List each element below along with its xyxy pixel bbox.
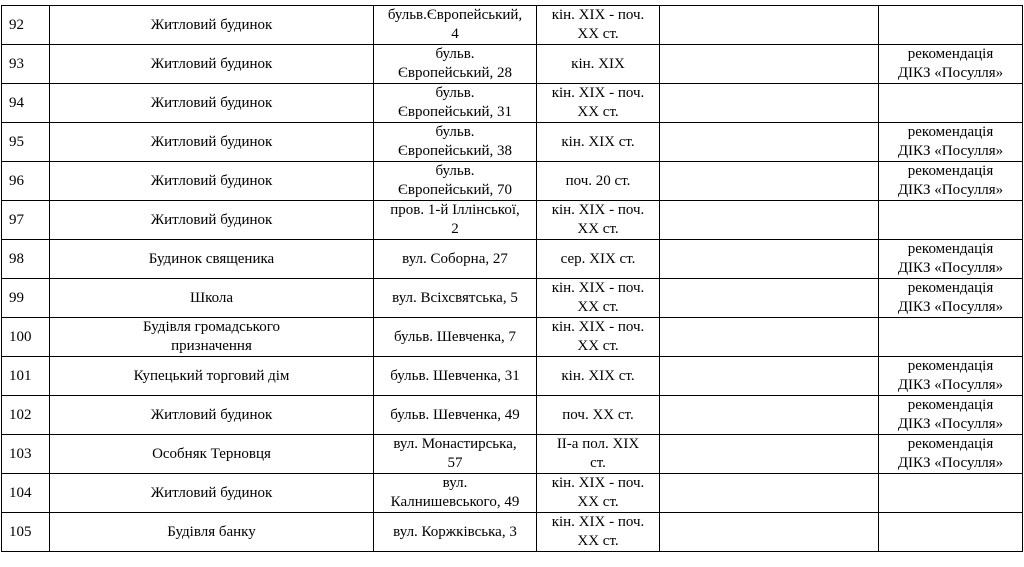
object-date: поч. 20 ст.	[537, 162, 660, 201]
empty-cell	[660, 45, 879, 84]
object-note	[879, 201, 1023, 240]
table-row	[2, 318, 1023, 357]
empty-cell	[660, 396, 879, 435]
row-number: 94	[2, 84, 50, 123]
table-row	[2, 396, 1023, 435]
object-type: Житловий будинок	[50, 123, 374, 162]
row-number: 100	[2, 318, 50, 357]
table-row	[2, 84, 1023, 123]
object-address: бульв.Європейський, 4	[374, 6, 537, 45]
empty-cell	[660, 357, 879, 396]
row-number: 92	[2, 6, 50, 45]
object-address: бульв. Європейський, 70	[374, 162, 537, 201]
object-type: Будівля банку	[50, 513, 374, 552]
table-row	[2, 240, 1023, 279]
object-note	[879, 513, 1023, 552]
object-date: кін. XIX - поч. XX ст.	[537, 279, 660, 318]
object-address: бульв. Шевченка, 31	[374, 357, 537, 396]
object-type: Школа	[50, 279, 374, 318]
object-date: кін. XIX - поч. XX ст.	[537, 513, 660, 552]
object-address: пров. 1-й Іллінської, 2	[374, 201, 537, 240]
table-row	[2, 357, 1023, 396]
row-number: 93	[2, 45, 50, 84]
empty-cell	[660, 162, 879, 201]
object-date: поч. XX ст.	[537, 396, 660, 435]
object-type: Купецький торговий дім	[50, 357, 374, 396]
object-type: Житловий будинок	[50, 474, 374, 513]
object-date: сер. XIX ст.	[537, 240, 660, 279]
empty-cell	[660, 84, 879, 123]
heritage-table	[1, 5, 1023, 552]
empty-cell	[660, 318, 879, 357]
object-note: рекомендація ДІКЗ «Посулля»	[879, 279, 1023, 318]
object-type: Житловий будинок	[50, 6, 374, 45]
object-date: кін. XIX - поч. XX ст.	[537, 474, 660, 513]
object-date: кін. XIX - поч. XX ст.	[537, 6, 660, 45]
row-number: 98	[2, 240, 50, 279]
object-note	[879, 84, 1023, 123]
object-date: кін. XIX	[537, 45, 660, 84]
empty-cell	[660, 6, 879, 45]
object-address: вул. Соборна, 27	[374, 240, 537, 279]
row-number: 105	[2, 513, 50, 552]
table-row	[2, 45, 1023, 84]
object-type: Житловий будинок	[50, 162, 374, 201]
object-note: рекомендація ДІКЗ «Посулля»	[879, 45, 1023, 84]
object-address: вул. Коржківська, 3	[374, 513, 537, 552]
empty-cell	[660, 513, 879, 552]
object-note: рекомендація ДІКЗ «Посулля»	[879, 162, 1023, 201]
object-date: кін. XIX - поч. XX ст.	[537, 318, 660, 357]
object-date: ІІ-а пол. XIX ст.	[537, 435, 660, 474]
row-number: 95	[2, 123, 50, 162]
object-address: бульв. Європейський, 31	[374, 84, 537, 123]
empty-cell	[660, 240, 879, 279]
object-note	[879, 474, 1023, 513]
object-type: Будинок священика	[50, 240, 374, 279]
object-type: Житловий будинок	[50, 201, 374, 240]
empty-cell	[660, 123, 879, 162]
object-note: рекомендація ДІКЗ «Посулля»	[879, 435, 1023, 474]
row-number: 104	[2, 474, 50, 513]
object-address: вул. Монастирська, 57	[374, 435, 537, 474]
empty-cell	[660, 201, 879, 240]
row-number: 103	[2, 435, 50, 474]
table-row	[2, 6, 1023, 45]
empty-cell	[660, 474, 879, 513]
object-date: кін. XIX ст.	[537, 357, 660, 396]
object-note: рекомендація ДІКЗ «Посулля»	[879, 396, 1023, 435]
row-number: 101	[2, 357, 50, 396]
object-type: Будівля громадського призначення	[50, 318, 374, 357]
row-number: 99	[2, 279, 50, 318]
object-note: рекомендація ДІКЗ «Посулля»	[879, 240, 1023, 279]
row-number: 102	[2, 396, 50, 435]
table-row	[2, 201, 1023, 240]
row-number: 97	[2, 201, 50, 240]
object-type: Житловий будинок	[50, 396, 374, 435]
table-row	[2, 162, 1023, 201]
object-note: рекомендація ДІКЗ «Посулля»	[879, 123, 1023, 162]
object-address: бульв. Шевченка, 49	[374, 396, 537, 435]
empty-cell	[660, 279, 879, 318]
object-address: бульв. Європейський, 38	[374, 123, 537, 162]
object-address: бульв. Шевченка, 7	[374, 318, 537, 357]
table-row	[2, 474, 1023, 513]
table-row	[2, 123, 1023, 162]
object-type: Житловий будинок	[50, 84, 374, 123]
object-type: Особняк Терновця	[50, 435, 374, 474]
object-note: рекомендація ДІКЗ «Посулля»	[879, 357, 1023, 396]
table-row	[2, 435, 1023, 474]
object-address: бульв. Європейський, 28	[374, 45, 537, 84]
object-note	[879, 318, 1023, 357]
object-address: вул. Калнишевського, 49	[374, 474, 537, 513]
object-type: Житловий будинок	[50, 45, 374, 84]
empty-cell	[660, 435, 879, 474]
object-address: вул. Всіхсвятська, 5	[374, 279, 537, 318]
table-body	[2, 6, 1023, 552]
object-date: кін. XIX - поч. XX ст.	[537, 201, 660, 240]
table-row	[2, 279, 1023, 318]
table-row	[2, 513, 1023, 552]
object-note	[879, 6, 1023, 45]
object-date: кін. XIX ст.	[537, 123, 660, 162]
row-number: 96	[2, 162, 50, 201]
object-date: кін. XIX - поч. XX ст.	[537, 84, 660, 123]
